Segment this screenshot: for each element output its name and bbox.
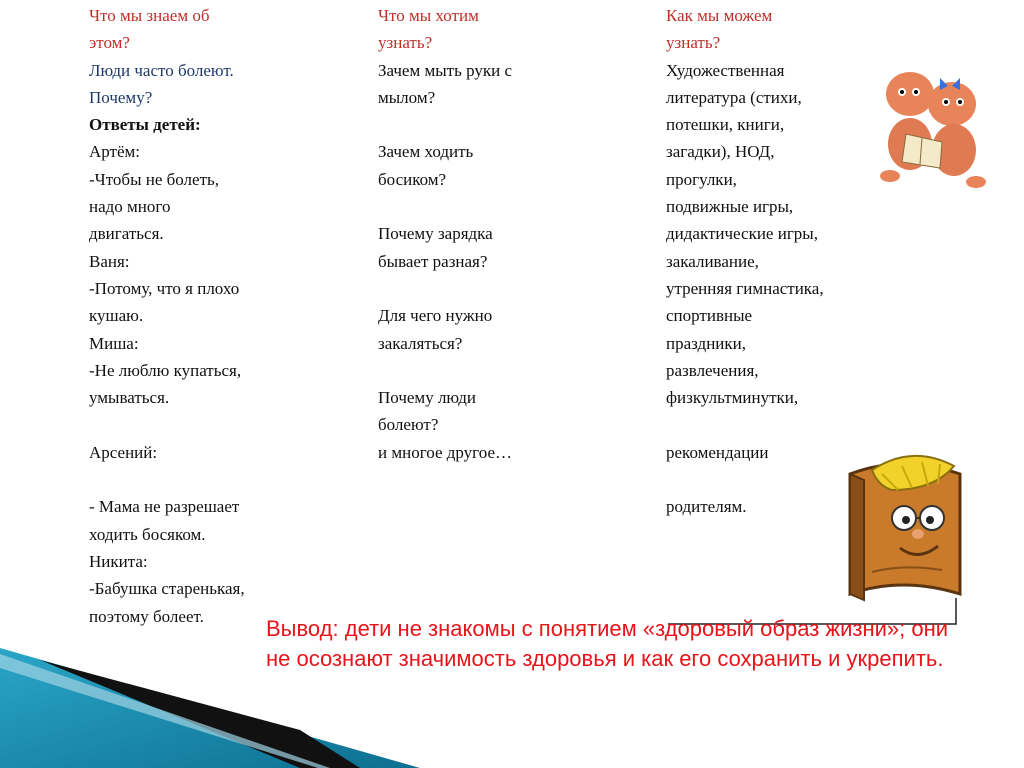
column-line: Никита:: [89, 551, 148, 571]
column-line: -Потому, что я плохо: [89, 278, 240, 298]
column-line: Почему?: [89, 87, 153, 107]
column-line: Ваня:: [89, 251, 130, 271]
column-line: Арсений:: [89, 442, 158, 462]
column-line: физкультминутки,: [666, 388, 799, 408]
column-line: и многое другое…: [378, 442, 512, 462]
column-line: Ответы детей:: [89, 115, 201, 135]
column-line: прогулки,: [666, 169, 737, 189]
column-known: [89, 2, 359, 630]
column-line: мылом?: [378, 87, 436, 107]
column-line: [89, 411, 359, 438]
column-line: [378, 111, 628, 138]
column-line: Почему зарядка: [378, 224, 493, 244]
column-line: Художественная: [666, 60, 785, 80]
column-line: - Мама не разрешает: [89, 497, 240, 517]
column-line: Артём:: [89, 142, 141, 162]
column-line: загадки), НОД,: [666, 142, 775, 162]
column-line: потешки, книги,: [666, 115, 785, 135]
column-line: [378, 193, 628, 220]
column-line: босиком?: [378, 169, 447, 189]
column-line: поэтому болеет.: [89, 606, 204, 626]
column-line: Почему люди: [378, 388, 477, 408]
column-line: [378, 357, 628, 384]
column-line: узнать?: [378, 33, 433, 53]
column-line: двигаться.: [89, 224, 164, 244]
column-line: [666, 411, 926, 438]
column-line: литература (стихи,: [666, 87, 802, 107]
column-line: спортивные: [666, 306, 753, 326]
column-line: [89, 466, 359, 493]
column-line: Зачем мыть руки с: [378, 60, 513, 80]
column-line: Зачем ходить: [378, 142, 474, 162]
column-line: надо много: [89, 197, 171, 217]
column-line: утренняя гимнастика,: [666, 278, 824, 298]
column-line: [378, 275, 628, 302]
column-line: Для чего нужно: [378, 306, 493, 326]
column-line: бывает разная?: [378, 251, 488, 271]
column-line: этом?: [89, 33, 130, 53]
column-line: закаляться?: [378, 333, 463, 353]
column-line: Люди часто болеют.: [89, 60, 234, 80]
column-line: рекомендации: [666, 442, 769, 462]
conclusion-text: Вывод: дети не знакомы с понятием «здоровый образ жизни»; они не осознают значимость здоровья и как его сохранить и укрепить.: [266, 616, 949, 671]
column-line: родителям.: [666, 497, 747, 517]
column-line: умываться.: [89, 388, 170, 408]
column-line: -Чтобы не болеть,: [89, 169, 220, 189]
column-line: закаливание,: [666, 251, 759, 271]
book-character-image: [842, 444, 974, 604]
column-line: подвижные игры,: [666, 197, 794, 217]
column-line: Как мы можем: [666, 6, 773, 25]
column-line: Что мы знаем об: [89, 6, 210, 25]
column-line: -Не люблю купаться,: [89, 360, 242, 380]
column-line: -Бабушка старенькая,: [89, 579, 245, 599]
column-line: развлечения,: [666, 360, 759, 380]
column-line: кушаю.: [89, 306, 144, 326]
column-line: дидактические игры,: [666, 224, 818, 244]
column-line: болеют?: [378, 415, 439, 435]
column-line: Что мы хотим: [378, 6, 479, 25]
column-line: Миша:: [89, 333, 139, 353]
column-line: узнать?: [666, 33, 721, 53]
reading-babies-image: [880, 64, 990, 192]
column-line: праздники,: [666, 333, 747, 353]
column-line: ходить босяком.: [89, 524, 206, 544]
column-want-to-know: [378, 2, 628, 466]
